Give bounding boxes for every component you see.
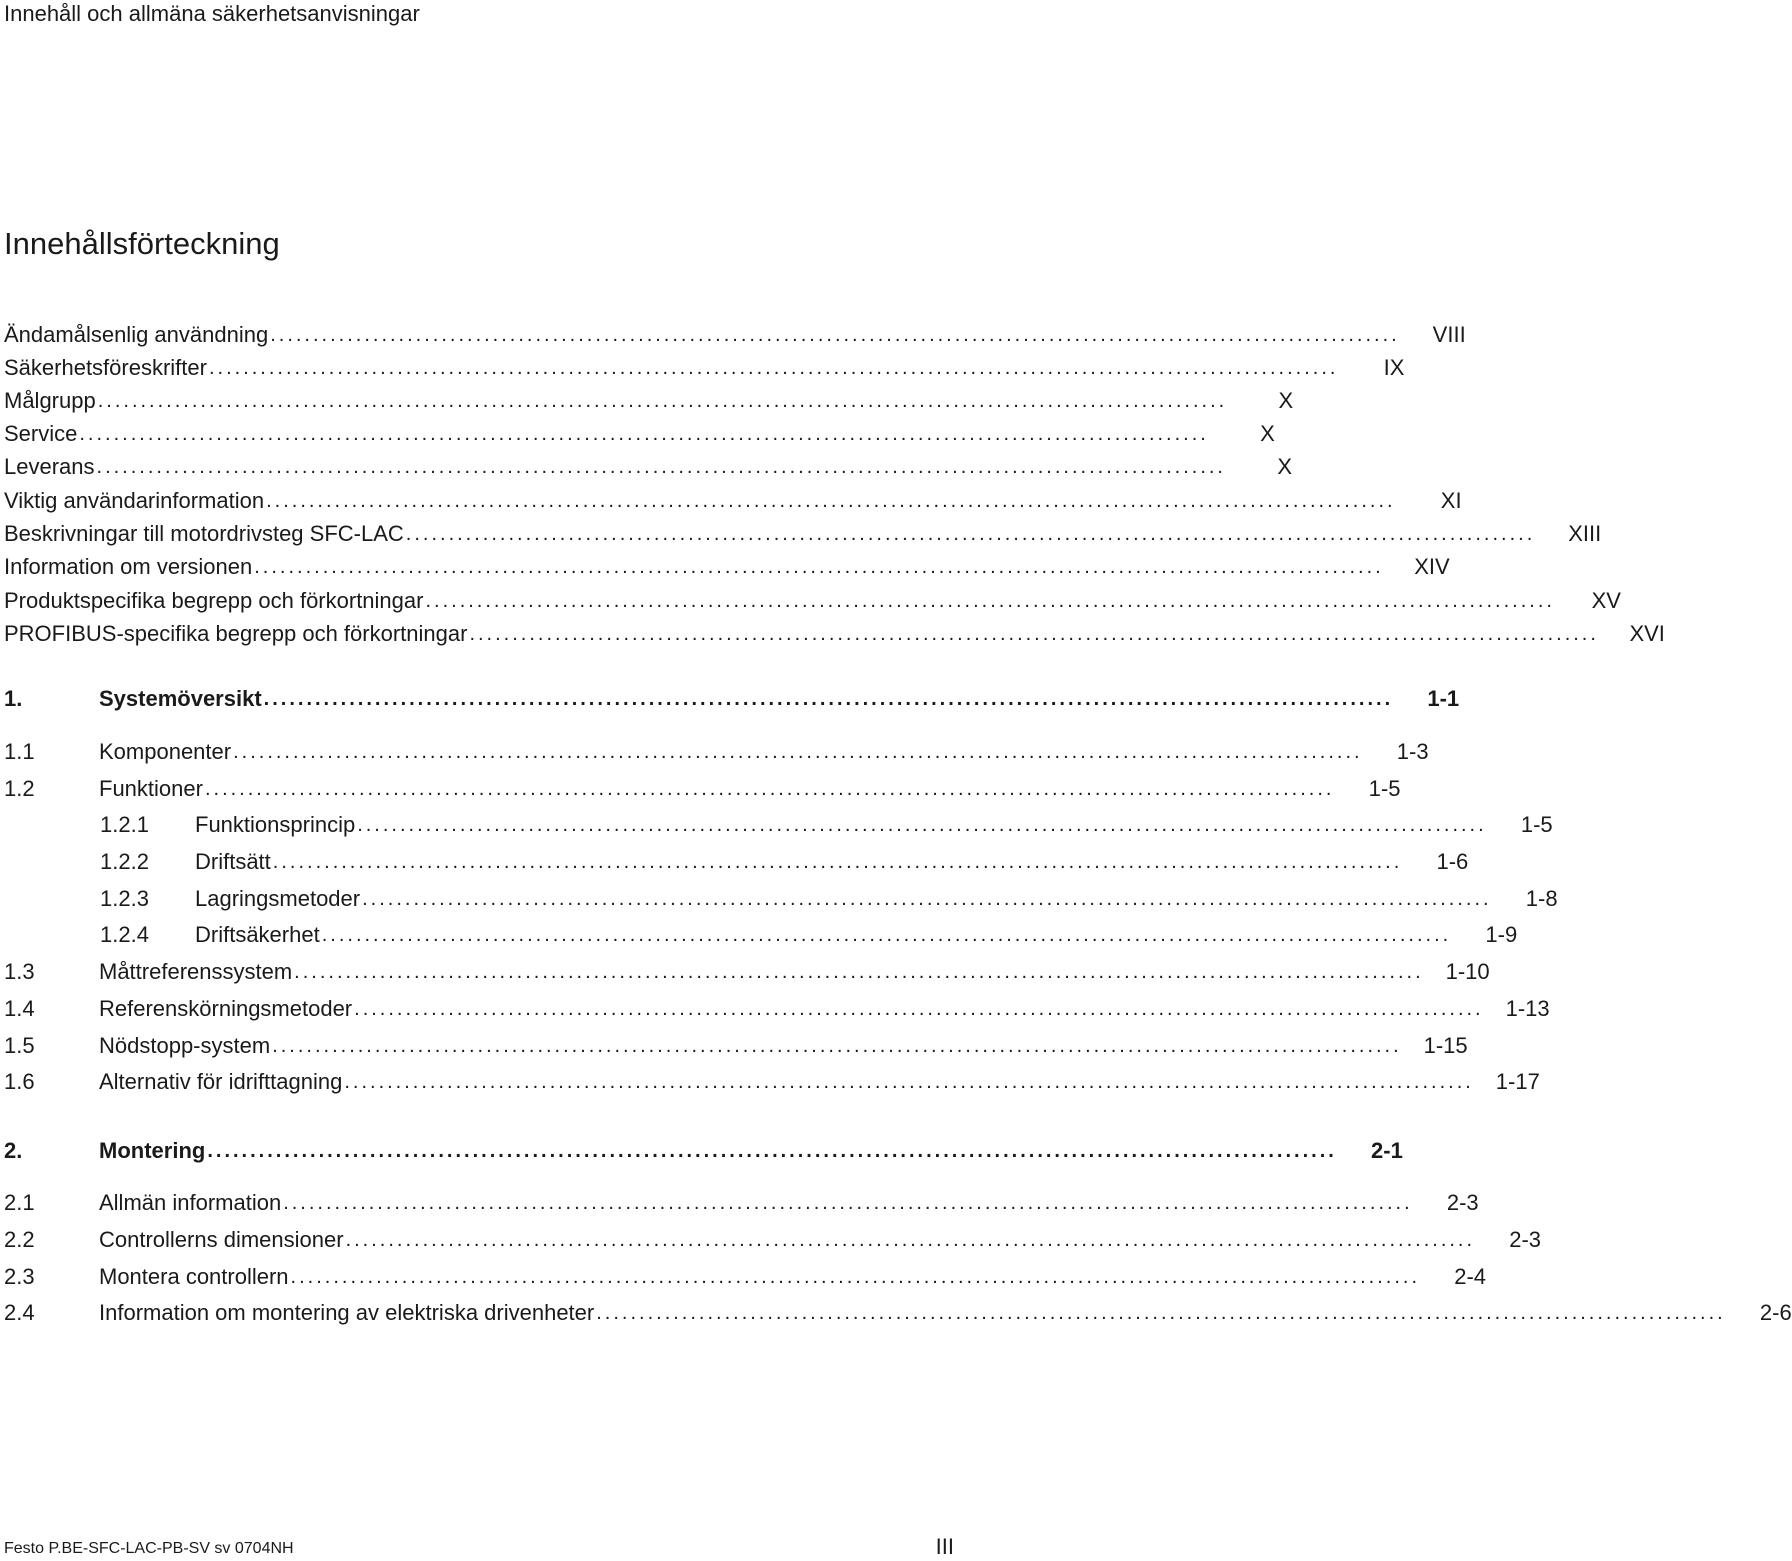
- toc-section-2-3[interactable]: [4, 1262, 1487, 1292]
- toc-entry-number: 1.2.2: [100, 849, 149, 874]
- toc-entry-safety-rules[interactable]: [4, 353, 1405, 383]
- toc-entry-label: Information om versionen: [4, 554, 253, 579]
- toc-entry-label: Komponenter: [99, 739, 232, 764]
- dot-leader: ....................................................................................................................................: [345, 1229, 1476, 1251]
- toc-entry-number: 1.1: [4, 739, 35, 764]
- toc-entry-page: XV: [1591, 588, 1621, 613]
- toc-entry-label: Referenskörningsmetoder: [99, 996, 353, 1021]
- toc-entry-version-info[interactable]: [4, 552, 1450, 582]
- toc-entry-label: Information om montering av elektriska drivenheter: [99, 1300, 595, 1325]
- toc-section-1-2-3[interactable]: [100, 884, 1558, 914]
- dot-leader: ....................................................................................................................................: [79, 423, 1209, 445]
- dot-leader: ....................................................................................................................................: [425, 590, 1555, 612]
- dot-leader: ....................................................................................................................................: [254, 556, 1384, 578]
- dot-leader: ....................................................................................................................................: [357, 814, 1487, 836]
- toc-entry-page: 1-5: [1368, 776, 1401, 801]
- toc-entry-label: Controllerns dimensioner: [99, 1227, 344, 1252]
- toc-entry-profibus-terms[interactable]: [4, 619, 1665, 649]
- toc-entry-label: Målgrupp: [4, 388, 96, 413]
- toc-entry-label: Leverans: [4, 454, 95, 479]
- dot-leader: ....................................................................................................................................: [97, 390, 1228, 412]
- toc-section-2-1[interactable]: [4, 1188, 1479, 1218]
- dot-leader: ....................................................................................................................................: [270, 324, 1400, 346]
- toc-entry-page: 1-13: [1505, 996, 1550, 1021]
- toc-chapter-1[interactable]: [4, 684, 1460, 714]
- toc-entry-number: 2.4: [4, 1300, 35, 1325]
- toc-entry-page: 2-6: [1759, 1300, 1792, 1325]
- toc-entry-label: Produktspecifika begrepp och förkortningar: [4, 588, 424, 613]
- toc-chapter-2[interactable]: [4, 1136, 1403, 1166]
- toc-entry-page: X: [1260, 421, 1275, 446]
- toc-entry-number: 1.: [4, 686, 23, 711]
- toc-entry-page: XIV: [1414, 554, 1450, 579]
- toc-entry-number: 1.2.4: [100, 922, 149, 947]
- toc-entry-page: 2-1: [1371, 1138, 1403, 1163]
- toc-entry-number: 2.3: [4, 1264, 35, 1289]
- toc-entry-page: XI: [1440, 488, 1462, 513]
- toc-section-1-2-1[interactable]: [100, 810, 1553, 840]
- toc-entry-label: Montera controllern: [99, 1264, 289, 1289]
- dot-leader: ....................................................................................................................................: [208, 357, 1339, 379]
- dot-leader: ....................................................................................................................................: [405, 523, 1536, 545]
- toc-section-1-6[interactable]: [4, 1067, 1540, 1097]
- toc-entry-page: 2-3: [1446, 1190, 1479, 1215]
- toc-entry-label: Montering: [99, 1138, 206, 1163]
- toc-entry-number: 1.4: [4, 996, 35, 1021]
- toc-section-1-2-2[interactable]: [100, 847, 1469, 877]
- toc-entry-page: 1-17: [1495, 1069, 1540, 1094]
- toc-entry-label: Säkerhetsföreskrifter: [4, 355, 207, 380]
- toc-section-1-3[interactable]: [4, 957, 1490, 987]
- toc-entry-number: 1.2.3: [100, 886, 149, 911]
- dot-leader: ....................................................................................................................................: [207, 1140, 1337, 1162]
- toc-entry-page: 1-6: [1436, 849, 1469, 874]
- toc-entry-number: 2.2: [4, 1227, 35, 1252]
- toc-section-1-2[interactable]: [4, 774, 1401, 804]
- toc-entry-page: 1-9: [1485, 922, 1518, 947]
- toc-entry-label: Service: [4, 421, 78, 446]
- toc-entry-page: 1-5: [1520, 812, 1553, 837]
- toc-entry-label: Beskrivningar till motordrivsteg SFC-LAC: [4, 521, 404, 546]
- page-title: Innehållsförteckning: [4, 226, 280, 261]
- footer-document-id: Festo P.BE-SFC-LAC-PB-SV sv 0704NH: [4, 1540, 294, 1557]
- dot-leader: ....................................................................................................................................: [272, 851, 1403, 873]
- toc-section-1-2-4[interactable]: [100, 920, 1518, 950]
- dot-leader: ....................................................................................................................................: [354, 998, 1484, 1020]
- dot-leader: ....................................................................................................................................: [272, 1035, 1402, 1057]
- toc-entry-label: Funktionsprincip: [195, 812, 356, 837]
- toc-section-1-1[interactable]: [4, 737, 1429, 767]
- toc-entry-number: 2.: [4, 1138, 23, 1163]
- toc-entry-number: 1.5: [4, 1033, 35, 1058]
- dot-leader: ....................................................................................................................................: [283, 1192, 1413, 1214]
- toc-entry-label: Driftsätt: [195, 849, 271, 874]
- dot-leader: ....................................................................................................................................: [290, 1266, 1421, 1288]
- dot-leader: ....................................................................................................................................: [321, 924, 1452, 946]
- toc-entry-label: Driftsäkerhet: [195, 922, 320, 947]
- toc-entry-page: XVI: [1629, 621, 1665, 646]
- dot-leader: ....................................................................................................................................: [469, 623, 1599, 645]
- toc-entry-service[interactable]: [4, 419, 1275, 449]
- dot-leader: ....................................................................................................................................: [204, 778, 1335, 800]
- toc-entry-page: 1-3: [1396, 739, 1429, 764]
- toc-entry-number: 1.2: [4, 776, 35, 801]
- dot-leader: ....................................................................................................................................: [263, 688, 1394, 710]
- toc-entry-label: Systemöversikt: [99, 686, 262, 711]
- toc-entry-page: 1-8: [1525, 886, 1558, 911]
- toc-entry-label: Viktig användarinformation: [4, 488, 265, 513]
- dot-leader: ....................................................................................................................................: [96, 456, 1226, 478]
- toc-entry-page: XIII: [1568, 521, 1602, 546]
- toc-entry-page: 1-10: [1445, 959, 1490, 984]
- toc-section-2-4[interactable]: [4, 1298, 1792, 1328]
- toc-entry-number: 2.1: [4, 1190, 35, 1215]
- dot-leader: ....................................................................................................................................: [233, 741, 1363, 763]
- toc-entry-number: 1.6: [4, 1069, 35, 1094]
- toc-section-1-5[interactable]: [4, 1031, 1468, 1061]
- toc-entry-page: 2-3: [1509, 1227, 1542, 1252]
- dot-leader: ....................................................................................................................................: [294, 961, 1424, 983]
- toc-entry-user-information[interactable]: [4, 486, 1462, 516]
- toc-entry-page: 1-15: [1423, 1033, 1468, 1058]
- dot-leader: ....................................................................................................................................: [362, 888, 1492, 910]
- dot-leader: ....................................................................................................................................: [596, 1302, 1726, 1324]
- toc-entry-page: 2-4: [1454, 1264, 1487, 1289]
- toc-entry-page: VIII: [1432, 322, 1466, 347]
- toc-entry-descriptions[interactable]: [4, 519, 1602, 549]
- toc-entry-product-terms[interactable]: [4, 586, 1621, 616]
- running-header: Innehåll och allmäna säkerhetsanvisningar: [4, 1, 420, 26]
- toc-entry-label: Lagringsmetoder: [195, 886, 361, 911]
- toc-entry-label: Allmän information: [99, 1190, 282, 1215]
- toc-entry-intended-use[interactable]: [4, 320, 1466, 350]
- toc-entry-label: Ändamålsenlig användning: [4, 322, 269, 347]
- dot-leader: ....................................................................................................................................: [344, 1071, 1474, 1093]
- toc-entry-label: Måttreferenssystem: [99, 959, 293, 984]
- footer-page-number: III: [935, 1534, 954, 1559]
- toc-entry-number: 1.3: [4, 959, 35, 984]
- toc-entry-number: 1.2.1: [100, 812, 149, 837]
- toc-entry-label: Funktioner: [99, 776, 203, 801]
- toc-entry-target-group[interactable]: [4, 386, 1294, 416]
- toc-entry-page: 1-1: [1427, 686, 1460, 711]
- toc-section-1-4[interactable]: [4, 994, 1550, 1024]
- toc-entry-page: X: [1278, 388, 1294, 413]
- toc-entry-label: Nödstopp-system: [99, 1033, 271, 1058]
- toc-entry-label: PROFIBUS-specifika begrepp och förkortningar: [4, 621, 468, 646]
- toc-section-2-2[interactable]: [4, 1225, 1542, 1255]
- dot-leader: ....................................................................................................................................: [266, 490, 1396, 512]
- toc-entry-label: Alternativ för idrifttagning: [99, 1069, 343, 1094]
- toc-entry-delivery[interactable]: [4, 452, 1292, 482]
- toc-entry-page: IX: [1383, 355, 1405, 380]
- toc-entry-page: X: [1277, 454, 1292, 479]
